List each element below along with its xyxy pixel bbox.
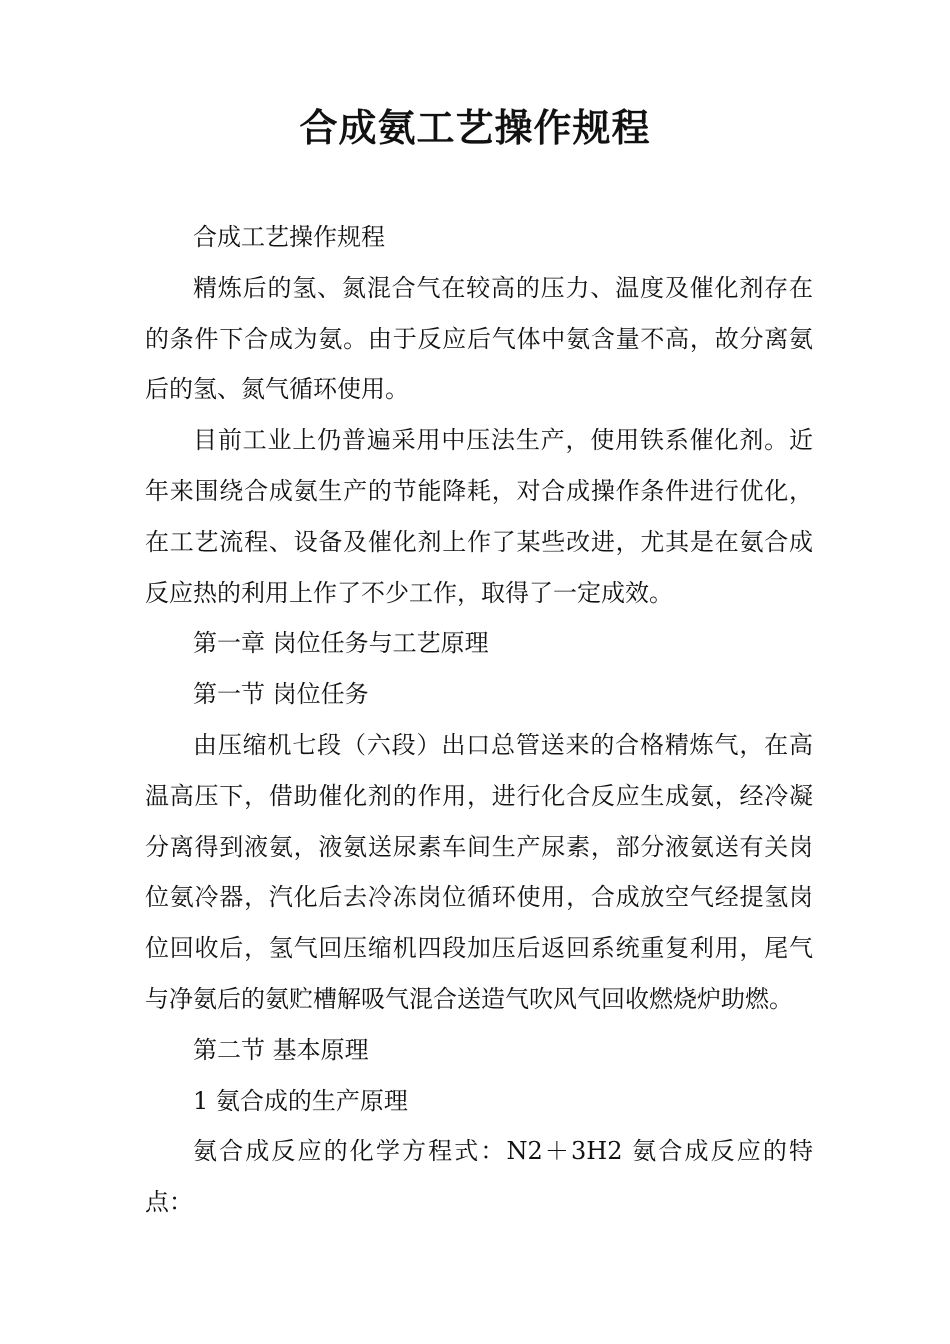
paragraph: 由压缩机七段（六段）出口总管送来的合格精炼气，在高温高压下，借助催化剂的作用，进行化合反应生成氨，经冷凝分离得到液氨，液氨送尿素车间生产尿素，部分液氨送有关岗位氨冷器，汽化后去冷冻岗位循环使用，合成放空气经提氢岗位回收后，氢气回压缩机四段加压后返回系统重复利用，尾气与净氨后的氨贮槽解吸气混合送造气吹风气回收燃烧炉助燃。 [145, 730, 813, 1013]
subsection-heading: 1 氨合成的生产原理 [193, 1086, 408, 1115]
section-heading: 第二节 基本原理 [193, 1035, 369, 1064]
paragraph: 氨合成反应的化学方程式：N2＋3H2 氨合成反应的特点： [145, 1137, 813, 1217]
chapter-heading: 第一章 岗位任务与工艺原理 [193, 629, 489, 658]
paragraph: 精炼后的氢、氮混合气在较高的压力、温度及催化剂存在的条件下合成为氨。由于反应后气体中氨含量不高，故分离氨后的氢、氮气循环使用。 [145, 273, 813, 404]
document-body [145, 212, 813, 1228]
section-heading: 第一节 岗位任务 [193, 680, 369, 709]
section-heading: 合成工艺操作规程 [193, 223, 385, 251]
document-title: 合成氨工艺操作规程 [299, 106, 651, 150]
paragraph: 目前工业上仍普遍采用中压法生产，使用铁系催化剂。近年来围绕合成氨生产的节能降耗，对合成操作条件进行优化，在工艺流程、设备及催化剂上作了某些改进，尤其是在氨合成反应热的利用上作了不少工作，取得了一定成效。 [145, 426, 813, 607]
